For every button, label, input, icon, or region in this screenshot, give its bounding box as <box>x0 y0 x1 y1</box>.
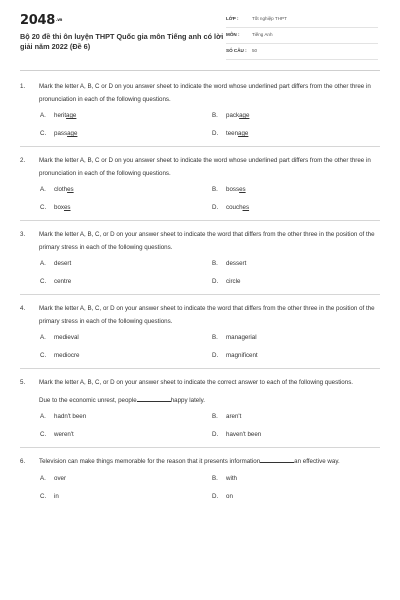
question <box>20 303 380 360</box>
option-word <box>226 430 261 439</box>
option-word <box>226 412 241 421</box>
answer-option[interactable] <box>40 351 212 360</box>
option-letter: B. <box>212 260 218 267</box>
option-word-start: with <box>226 474 238 482</box>
answer-options <box>40 474 380 501</box>
meta-row-count <box>226 46 378 60</box>
meta-row-subject <box>226 30 378 44</box>
answer-option[interactable] <box>212 111 384 120</box>
option-word-start: weren't <box>54 431 74 438</box>
option-word <box>54 351 79 360</box>
meta-value: Tiếng Anh <box>252 32 273 37</box>
meta-row-class <box>226 14 378 28</box>
option-letter: C. <box>40 204 47 211</box>
option-word <box>226 129 248 138</box>
answer-options <box>40 185 380 212</box>
question-divider <box>20 368 380 369</box>
option-word <box>226 277 240 286</box>
option-word <box>54 185 74 194</box>
option-word-start: centre <box>54 278 72 285</box>
answer-option[interactable] <box>212 129 384 138</box>
option-letter: C. <box>40 130 47 137</box>
option-word-start: mediocre <box>54 352 80 359</box>
option-letter: A. <box>40 260 46 267</box>
option-word-start: medieval <box>54 334 79 341</box>
question-text-after: an effective way. <box>294 458 340 465</box>
option-word <box>54 259 71 268</box>
option-word-start: on <box>226 492 233 500</box>
option-word-start: over <box>54 474 67 482</box>
option-word <box>226 333 257 342</box>
prompt-after: happy lately. <box>170 396 205 404</box>
question-stem <box>20 303 380 328</box>
option-word <box>54 333 79 342</box>
question-text: Mark the letter A, B, C or D on you answer sheet to indicate the word whose underlined part differs from the other three in pronunciation in each of the following questions. <box>39 83 371 103</box>
option-letter: B. <box>212 112 218 119</box>
question-number: 4. <box>20 305 26 312</box>
answer-options <box>40 111 380 138</box>
answer-option[interactable] <box>40 412 212 421</box>
answer-option[interactable] <box>40 185 212 194</box>
answer-options <box>40 333 380 360</box>
option-word-start: magnificent <box>226 352 258 359</box>
question <box>20 377 380 439</box>
option-word <box>226 203 249 212</box>
meta-key: SỐ CÂU : <box>226 48 247 53</box>
underlined-part: es <box>67 186 74 193</box>
question <box>20 456 380 501</box>
site-logo[interactable] <box>20 13 62 28</box>
answer-option[interactable] <box>40 259 212 268</box>
underlined-part: es <box>239 186 246 193</box>
option-letter: B. <box>212 413 218 420</box>
question-text: Mark the letter A, B, C or D on you answer sheet to indicate the word whose underlined part differs from the other three in pronunciation in each of the following questions. <box>39 157 371 177</box>
option-word <box>54 412 86 421</box>
option-word <box>226 185 246 194</box>
answer-option[interactable] <box>40 333 212 342</box>
option-letter: C. <box>40 352 47 359</box>
option-letter: D. <box>212 431 219 438</box>
option-word-start: in <box>54 492 59 500</box>
answer-option[interactable] <box>40 129 212 138</box>
option-letter: C. <box>40 278 47 285</box>
answer-option[interactable] <box>212 185 384 194</box>
meta-value: Tốt nghiệp THPT <box>252 16 287 21</box>
header-divider <box>20 70 380 71</box>
answer-options <box>40 412 380 439</box>
underlined-part: age <box>67 130 78 137</box>
question-divider <box>20 220 380 221</box>
option-letter: A. <box>40 474 46 482</box>
answer-blank <box>260 456 294 463</box>
option-word-start: teen <box>226 130 239 137</box>
answer-option[interactable] <box>40 430 212 439</box>
option-letter: C. <box>40 492 47 500</box>
underlined-part: age <box>239 112 250 119</box>
option-word <box>226 259 246 268</box>
question-stem <box>20 155 380 180</box>
answer-option[interactable] <box>212 277 384 286</box>
question-number: 6. <box>20 458 26 465</box>
option-letter: D. <box>212 352 219 359</box>
question <box>20 229 380 286</box>
question-stem <box>20 377 380 390</box>
answer-option[interactable] <box>212 259 384 268</box>
option-word-start: boss <box>226 186 240 193</box>
question-list <box>20 81 380 501</box>
option-letter: D. <box>212 278 219 285</box>
option-word <box>54 277 71 286</box>
answer-option[interactable] <box>40 474 212 483</box>
question-text: Mark the letter A, B, C, or D on your answer sheet to indicate the word that differs from the other three in the position of the primary stress in each of the following questions. <box>39 231 375 251</box>
prompt-before: Due to the economic unrest, people <box>39 396 137 404</box>
option-letter: B. <box>212 334 218 341</box>
option-word <box>226 492 233 501</box>
option-letter: A. <box>40 413 46 420</box>
question-stem <box>20 229 380 254</box>
option-word-start: hadn't been <box>54 413 87 420</box>
option-letter: B. <box>212 474 218 482</box>
answer-option[interactable] <box>212 412 384 421</box>
underlined-part: age <box>238 130 249 137</box>
question-divider <box>20 447 380 448</box>
option-letter: D. <box>212 130 219 137</box>
answer-option[interactable] <box>212 492 384 501</box>
answer-option[interactable] <box>212 474 384 483</box>
option-word-start: managerial <box>226 334 257 341</box>
header <box>0 0 400 68</box>
option-word <box>54 203 71 212</box>
answer-option[interactable] <box>212 430 384 439</box>
option-letter: B. <box>212 186 218 193</box>
option-word <box>226 474 237 483</box>
question <box>20 155 380 212</box>
option-word-start: aren't <box>226 413 242 420</box>
option-letter: A. <box>40 334 46 341</box>
meta-table <box>226 14 378 62</box>
option-word <box>226 351 258 360</box>
question-text <box>39 456 380 469</box>
question-divider <box>20 294 380 295</box>
option-word-start: herit <box>54 112 67 119</box>
option-word <box>54 492 59 501</box>
question-text: Mark the letter A, B, C, or D on your answer sheet to indicate the correct answer to each of the following questions. <box>39 379 354 386</box>
option-word <box>54 430 74 439</box>
question-stem <box>20 456 380 469</box>
option-word-start: haven't been <box>226 431 262 438</box>
answer-option[interactable] <box>40 277 212 286</box>
option-letter: D. <box>212 204 219 211</box>
option-word <box>226 111 249 120</box>
option-letter: A. <box>40 112 46 119</box>
option-letter: C. <box>40 431 47 438</box>
answer-blank <box>137 395 171 402</box>
question-divider <box>20 146 380 147</box>
question-number: 5. <box>20 379 26 386</box>
answer-option[interactable] <box>40 203 212 212</box>
option-word-start: pack <box>226 112 240 119</box>
question-number: 2. <box>20 157 26 164</box>
question-prompt <box>39 395 380 408</box>
meta-key: LỚP : <box>226 16 239 21</box>
option-word-start: pass <box>54 130 68 137</box>
question-stem <box>20 81 380 106</box>
answer-option[interactable] <box>212 333 384 342</box>
answer-option[interactable] <box>212 351 384 360</box>
question <box>20 81 380 138</box>
answer-option[interactable] <box>40 492 212 501</box>
option-letter: A. <box>40 186 46 193</box>
option-letter: D. <box>212 492 219 500</box>
option-word-start: cloth <box>54 186 68 193</box>
answer-options <box>40 259 380 286</box>
option-word-start: box <box>54 204 64 211</box>
document-title: Bộ 20 đề thi ôn luyện THPT Quốc gia môn Tiếng anh có lời giải năm 2022 (Đề 6) <box>20 32 224 51</box>
meta-value: 50 <box>252 48 258 53</box>
question-text-before: Television can make things memorable for the reason that it presents information <box>39 458 261 465</box>
underlined-part: age <box>66 112 77 119</box>
logo-text: 2048 <box>20 13 55 28</box>
option-word <box>54 474 66 483</box>
underlined-part: es <box>63 204 71 211</box>
answer-option[interactable] <box>212 203 384 212</box>
option-word <box>54 129 77 138</box>
option-word-start: circle <box>226 278 241 285</box>
option-word <box>54 111 76 120</box>
question-number: 1. <box>20 83 26 90</box>
meta-key: MÔN : <box>226 32 240 37</box>
underlined-part: es <box>242 204 250 211</box>
option-word-start: dessert <box>226 260 247 267</box>
question-number: 3. <box>20 231 26 238</box>
option-word-start: desert <box>54 260 72 267</box>
logo-suffix: .vn <box>55 17 63 22</box>
answer-option[interactable] <box>40 111 212 120</box>
option-word-start: couch <box>226 204 243 211</box>
question-text: Mark the letter A, B, C, or D on your answer sheet to indicate the word that differs from the other three in the position of the primary stress in each of the following questions. <box>39 305 375 325</box>
